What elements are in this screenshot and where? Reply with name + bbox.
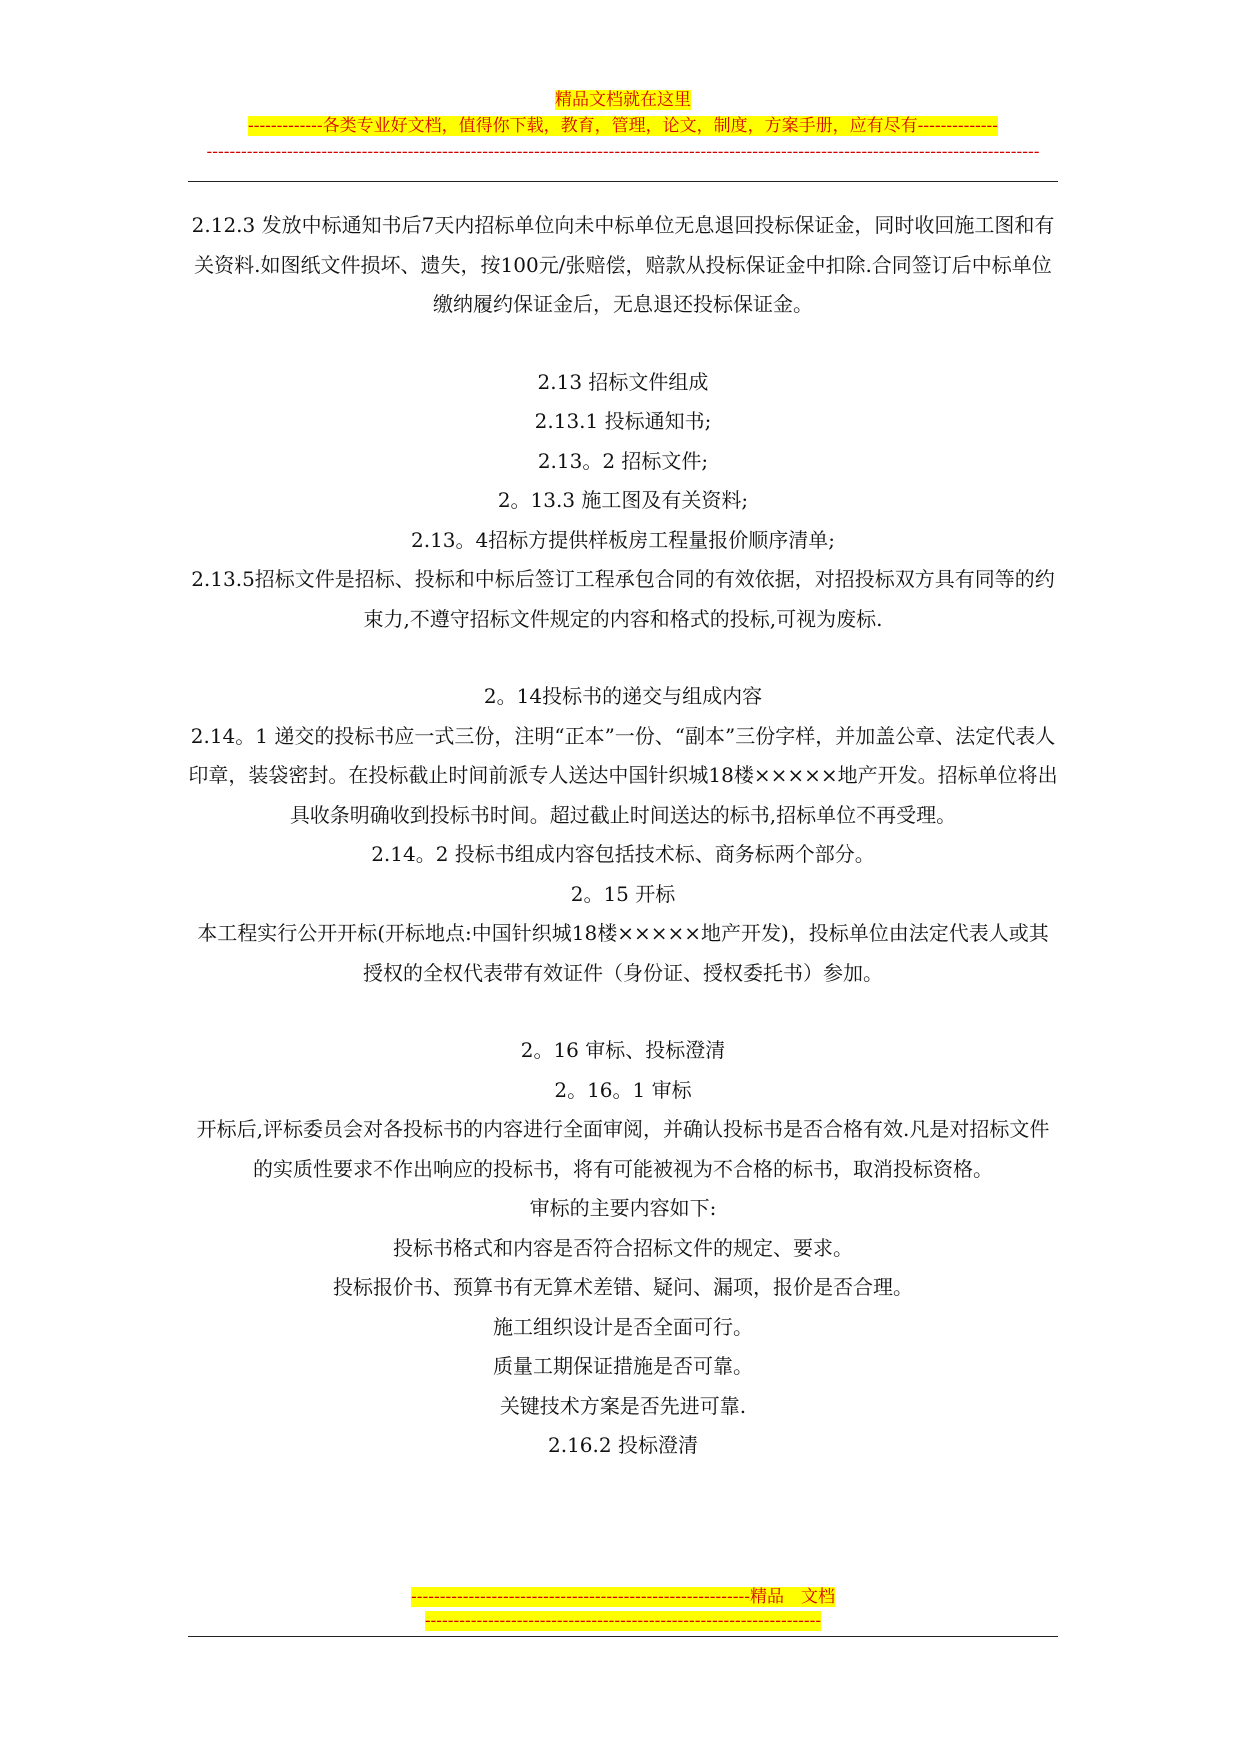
header-dashes: ------------------------------------------------------------------------------------------------------------------------------------------------- bbox=[206, 142, 1040, 162]
heading-2-15: 2。15 开标 bbox=[570, 881, 676, 906]
item-2-13-2: 2.13。2 招标文件; bbox=[537, 448, 709, 473]
header-title-text: 精品文档就在这里 bbox=[555, 90, 691, 110]
header-title bbox=[188, 88, 1058, 112]
document-body bbox=[188, 206, 1058, 1466]
review-intro: 审标的主要内容如下: bbox=[529, 1196, 717, 1220]
spacer bbox=[188, 993, 1058, 1031]
item-2-13-4: 2.13。4招标方提供样板房工程量报价顺序清单; bbox=[411, 527, 835, 552]
item-2-16-2: 2.16.2 投标澄清 bbox=[548, 1433, 698, 1457]
header-subtitle bbox=[188, 114, 1058, 138]
item-2-14-2: 2.14。2 投标书组成内容包括技术标、商务标两个部分。 bbox=[371, 842, 875, 866]
footer-rule bbox=[188, 1636, 1058, 1637]
review-item: 施工组织设计是否全面可行。 bbox=[493, 1314, 753, 1339]
item-2-13-3: 2。13.3 施工图及有关资料; bbox=[497, 488, 749, 512]
review-item: 投标书格式和内容是否符合招标文件的规定、要求。 bbox=[393, 1235, 853, 1260]
para-2-12-3: 2.12.3 发放中标通知书后7天内招标单位向未中标单位无息退回投标保证金，同时收回施工图和有关资料.如图纸文件损坏、遗失，按100元/张赔偿，赔款从投标保证金中扣除.合同签订后中标单位缴纳履约保证金后，无息退还投标保证金。 bbox=[191, 213, 1055, 316]
footer-line-2-text: --------------------------------------------------------------------- bbox=[424, 1611, 822, 1631]
para-opening: 本工程实行公开开标(开标地点:中国针织城18楼×××××地产开发)，投标单位由法定代表人或其授权的全权代表带有效证件（身份证、授权委托书）参加。 bbox=[197, 921, 1049, 985]
footer-line-1-text: -----------------------------------------------------------精品 文档 bbox=[411, 1587, 835, 1607]
review-item: 关键技术方案是否先进可靠. bbox=[499, 1393, 747, 1418]
item-2-13-1: 2.13.1 投标通知书; bbox=[534, 409, 712, 433]
heading-2-16: 2。16 审标、投标澄清 bbox=[520, 1038, 726, 1062]
spacer bbox=[188, 639, 1058, 677]
item-2-13-5: 2.13.5招标文件是招标、投标和中标后签订工程承包合同的有效依据，对招投标双方具有同等的约束力,不遵守招标文件规定的内容和格式的投标,可视为废标. bbox=[191, 567, 1055, 631]
review-item: 投标报价书、预算书有无算术差错、疑问、漏项，报价是否合理。 bbox=[333, 1275, 913, 1299]
footer-line-1 bbox=[188, 1586, 1058, 1608]
header-rule bbox=[188, 181, 1058, 182]
spacer bbox=[188, 325, 1058, 363]
header-subtitle-text: -------------各类专业好文档，值得你下载，教育，管理，论文，制度，方案手册，应有尽有-------------- bbox=[247, 116, 999, 136]
heading-2-14: 2。14投标书的递交与组成内容 bbox=[483, 684, 763, 708]
item-2-16-1: 2。16。1 审标 bbox=[554, 1077, 692, 1102]
para-review: 开标后,评标委员会对各投标书的内容进行全面审阅，并确认投标书是否合格有效.凡是对招标文件的实质性要求不作出响应的投标书，将有可能被视为不合格的标书，取消投标资格。 bbox=[196, 1117, 1050, 1181]
review-item: 质量工期保证措施是否可靠。 bbox=[493, 1354, 753, 1378]
item-2-14-1: 2.14。1 递交的投标书应一式三份，注明“正本”一份、“副本”三份字样，并加盖公章、法定代表人印章，装袋密封。在投标截止时间前派专人送达中国针织城18楼×××××地产开发。招标单位将出具收条明确收到投标书时间。超过截止时间送达的标书,招标单位不再受理。 bbox=[188, 723, 1058, 827]
footer-line-2 bbox=[188, 1610, 1058, 1632]
heading-2-13: 2.13 招标文件组成 bbox=[537, 369, 709, 394]
